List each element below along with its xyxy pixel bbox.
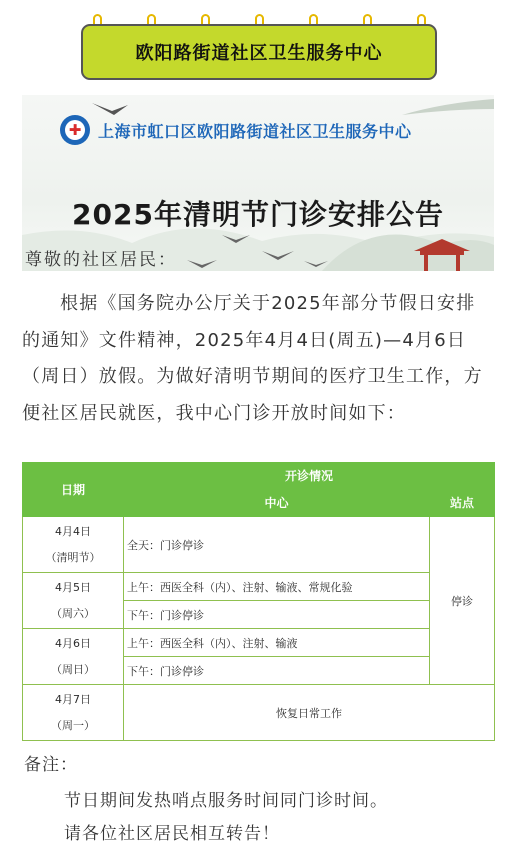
swallow-icon	[92, 103, 128, 115]
row-date: 4月6日 （周日）	[23, 629, 124, 685]
notes-title: 备注：	[24, 755, 78, 775]
row-date: 4月5日 （周六）	[23, 573, 124, 629]
header-center: 中心	[124, 488, 430, 517]
header-status: 开诊情况	[124, 463, 495, 488]
row-date: 4月4日 （清明节）	[23, 517, 124, 573]
announcement-paragraph: 根据《国务院办公厅关于2025年部分节假日安排的通知》文件精神，2025年4月4日(周五)—4月6日（周日）放假。为做好清明节期间的医疗卫生工作，方便社区居民就医，我中心门诊开放时间如下：	[22, 293, 483, 424]
station-status: 停诊	[430, 517, 495, 685]
row-date: 4月7日 （周一）	[23, 685, 124, 741]
table-row	[23, 573, 495, 601]
row-merged-detail: 恢复日常工作	[124, 685, 495, 741]
table-row	[23, 629, 495, 657]
schedule-table	[22, 462, 494, 741]
table-row	[23, 517, 495, 573]
banner-title: 欧阳路街道社区卫生服务中心	[81, 24, 437, 80]
org-logo-row	[60, 115, 412, 145]
banner	[81, 14, 437, 80]
greeting: 尊敬的社区居民：	[25, 250, 177, 270]
note-line: 节日期间发热哨点服务时间同门诊时间。	[64, 791, 388, 811]
note-line: 请各位社区居民相互转告！	[64, 824, 280, 844]
poster-header	[22, 95, 494, 271]
header-date: 日期	[23, 463, 124, 517]
page-title: 2025年清明节门诊安排公告	[72, 198, 444, 231]
row-detail: 上午：西医全科（内）、注射、输液、常规化验	[124, 573, 430, 601]
row-detail: 全天：门诊停诊	[124, 517, 430, 573]
header-station: 站点	[430, 488, 495, 517]
org-name: 上海市虹口区欧阳路街道社区卫生服务中心	[98, 121, 412, 141]
row-detail: 上午：西医全科（内）、注射、输液	[124, 629, 430, 657]
hospital-cross-logo-icon: ✚	[60, 115, 90, 145]
row-detail: 下午：门诊停诊	[124, 601, 430, 629]
table-row	[23, 685, 495, 741]
row-detail: 下午：门诊停诊	[124, 657, 430, 685]
